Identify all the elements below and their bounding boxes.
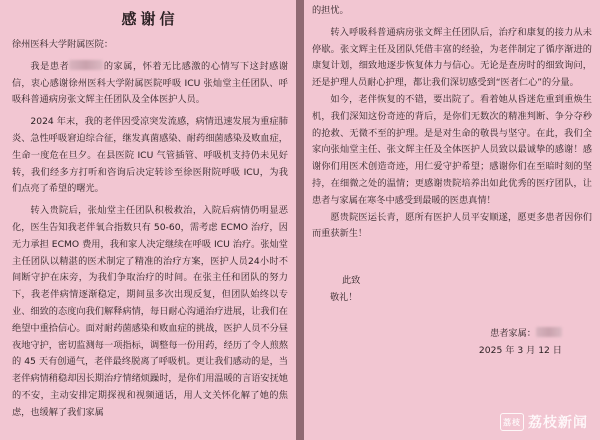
watermark-text: 荔枝新闻 xyxy=(528,415,588,431)
redacted-signer xyxy=(536,327,562,337)
page-gutter xyxy=(296,0,304,440)
closing-line-1: 此致 xyxy=(342,275,361,287)
news-watermark xyxy=(500,412,588,432)
letter-title: 感谢信 xyxy=(121,10,179,28)
signer-line xyxy=(312,325,592,342)
paragraph-6: 愿贵院医运长青，愿所有医护人员平安顺遂，愿更多患者因你们而重获新生！ xyxy=(312,211,592,240)
signer-label: 患者家属： xyxy=(490,327,536,339)
paragraph-1 xyxy=(12,59,288,109)
paragraph-5: 如今，老伴恢复的不错，要出院了。看着她从昏迷危重到重焕生机，我们深知这份奇迹的背后，是你们无数次的精准判断、争分夺秒的抢救、无微不至的护理。是是对生命的敬畏与坚守。在此，我们全家向张灿堂主任、张文辉主任及全体医护人员致以最诚挚的感谢！感谢你们用医术创造奇迹，用仁爱守护希望；感谢你们在至暗时刻的坚持，在细微之处的温情；更感谢贵院培养出如此优秀的医疗团队，让患者与家属在寒冬中感受到最暖的医患真情！ xyxy=(312,93,592,206)
paragraph-4: 转入呼吸科普通病房张文辉主任团队后，治疗和康复的接力从未停歇。张文辉主任及团队凭借丰富的经验，为老伴制定了循序渐进的康复计划，细致地逐步恢复体力与信心。无论是查房时的细致询问，还是护理人员耐心护理，都让我们深切感受到“医者仁心”的分量。 xyxy=(312,26,592,89)
paragraph-1-lead: 我是患者 xyxy=(30,60,70,72)
paragraph-3: 转入贵院后，张灿堂主任团队积极救治，入院后病情仍明显恶化，医生告知我老伴氧合指数只有 50-60，需考虑 ECMO 治疗，因无力承担 ECMO 费用，我和家人决定继续在呼吸 ICU 治疗。张灿堂主任团队以精湛的医术制定了精准的治疗方案，医护人员24小时不间断守护在床旁，为我们争取治疗的时间。在张主任和团队的努力下，我老伴病情逐渐稳定，期间虽多次出现反复，但团队始终以专业、细致的态度向我们解释病情，每日耐心沟通治疗进展，让我们在绝望中重拾信心。面对耐药菌感染和败血症的挑战，医护人员不分昼夜地守护，密切监测每一项指标，调整每一份用药，经历了令人煎熬的 45 天有创通气，老伴最终脱离了呼吸机。更让我们感动的是，当老伴病情稍稳却因长期治疗情绪烦躁时，是你们用温暖的言语安抚她的不安，主动安排定期探视和视频通话，用人文关怀化解了她的焦虑，也缓解了我们家属 xyxy=(12,205,288,418)
letter-date: 2025 年 3 月 12 日 xyxy=(478,344,562,356)
letter-page-right xyxy=(304,0,600,440)
salutation: 徐州医科大学附属医院： xyxy=(12,39,114,50)
paragraph-3-continued: 的担忧。 xyxy=(312,5,349,16)
news-logo-icon: 荔枝 xyxy=(500,413,524,431)
paragraph-1-body: 的家属，怀着无比感激的心情写下这封感谢信，衷心感谢徐州医科大学附属医院呼吸 ICU 张灿堂主任团队、呼吸科普通病房张文辉主任团队及全体医护人员。 xyxy=(12,60,289,106)
paragraph-2: 2024 年末，我的老伴因受凉突发流感，病情迅速发展为重症肺炎、急性呼吸窘迫综合征，继发真菌感染、耐药细菌感染及败血症，生命一度危在旦夕。在县医院 ICU 气管插管、呼吸机支持仍未见好转，我们经多方打听和咨询后决定转诊至徐医附院呼吸 ICU，为我们点亮了希望的曙光。 xyxy=(12,116,288,195)
letter-page-left xyxy=(0,0,296,440)
closing-line-2: 敬礼！ xyxy=(330,291,358,303)
redacted-name xyxy=(69,60,103,70)
